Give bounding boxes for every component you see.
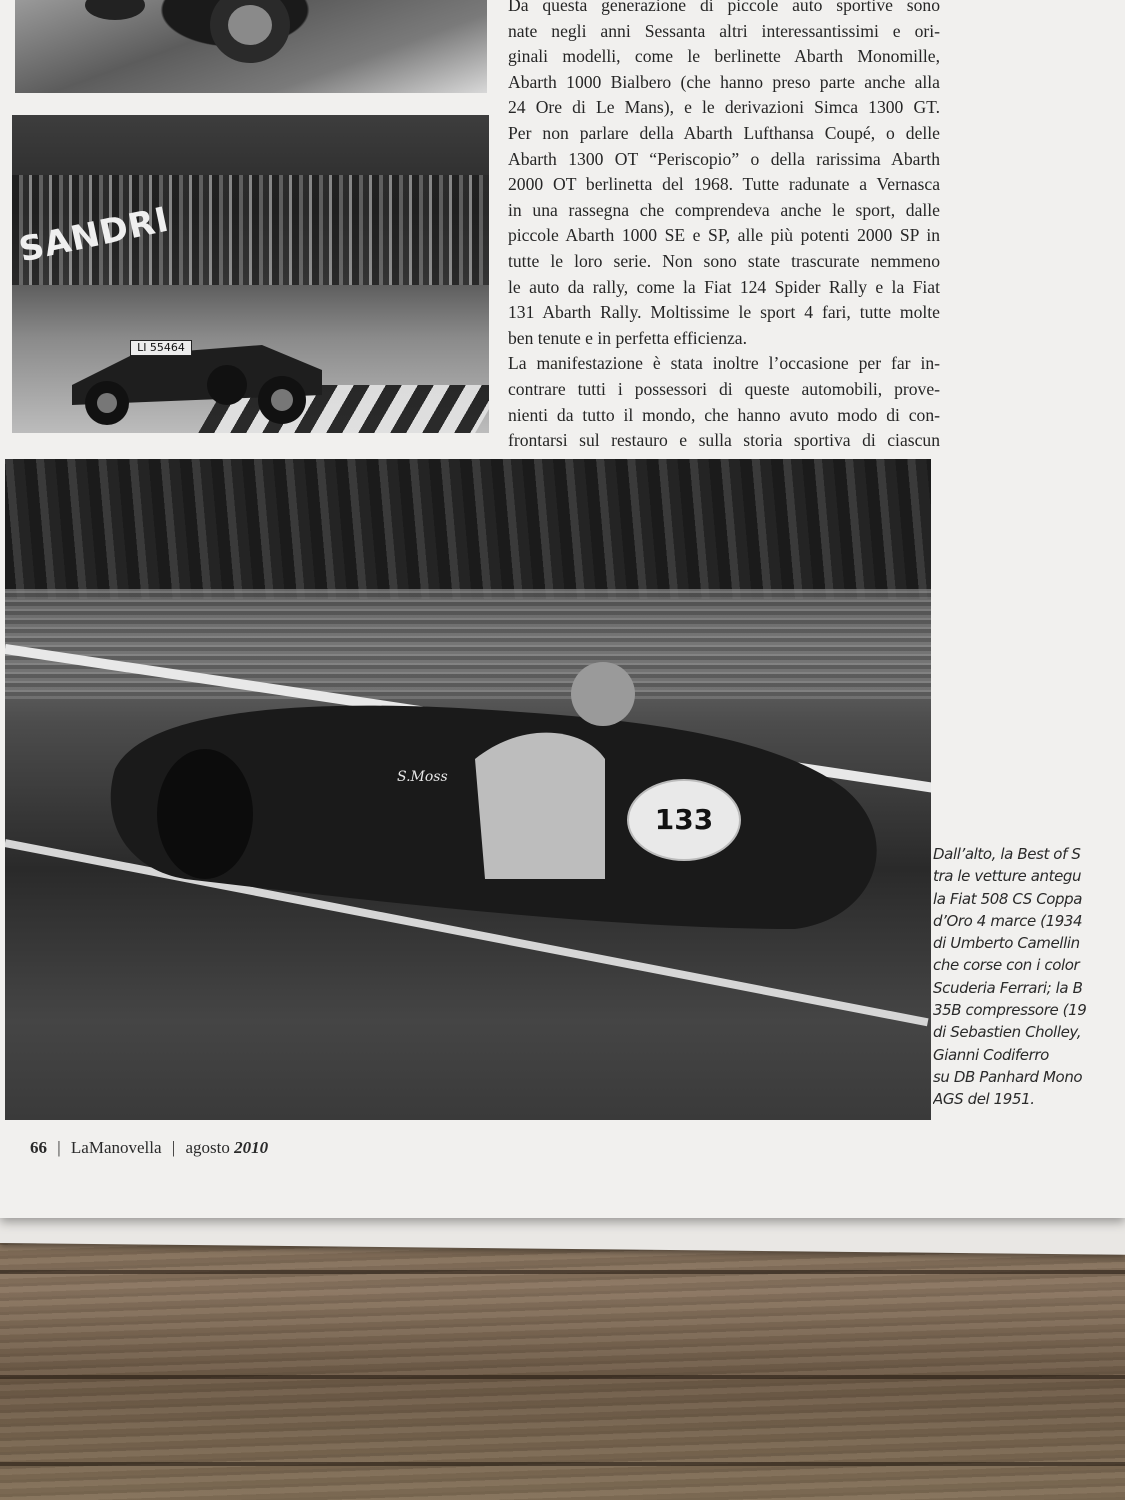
caption-line: Gianni Codiferro [933,1045,1049,1064]
race-car-shape [5,459,931,1120]
text-line: Abarth 1300 OT “Periscopio” o della rarissima Abarth [508,148,940,169]
car-script-signature: S.Moss [397,769,448,785]
text-line: le auto da rally, come la Fiat 124 Spider Rally e la Fiat [508,276,940,297]
plank-seam [0,1375,1125,1379]
text-line: frontarsi sul restauro e sulla storia sportiva di ciascun [508,430,940,451]
text-line: Per non parlare della Abarth Lufthansa Coupé, o delle [508,122,940,143]
page-number: 66 [30,1138,47,1157]
caption-line: d’Oro 4 marce (1934 [933,911,1083,930]
text-line: in una rassegna che comprendeva anche le sport, dalle [508,199,940,220]
text-line: 24 Ore di Le Mans), e le derivazioni Simca 1300 GT. [508,97,940,118]
text-line: nate negli anni Sessanta altri interessantissimi e ori- [508,20,940,41]
caption-line: di Umberto Camellin [933,934,1080,953]
issue-month: agosto [185,1138,230,1157]
plank-seam [0,1462,1125,1466]
footer-separator: | [171,1138,176,1157]
vintage-car-shape [52,315,342,425]
text-line: piccole Abarth 1000 SE e SP, alle più potenti 2000 SP in [508,225,940,246]
banner-text: SANDRI [15,199,173,271]
text-line: ginali modelli, come le berlinette Abarth Monomille, [508,46,940,67]
caption-line: la Fiat 508 CS Coppa [933,889,1083,908]
caption-line: Dall’alto, la Best of S [933,845,1081,863]
photo-vintage-race-start [12,115,489,433]
issue-year: 2010 [234,1138,269,1157]
caption-line: 35B compressore (19 [933,1001,1087,1020]
caption-line: tra le vetture antegu [933,867,1082,886]
photo-race-car-133 [5,459,931,1120]
caption-line: di Sebastien Cholley, [933,1023,1082,1042]
text-line: Abarth 1000 Bialbero (che hanno preso parte anche alla [508,71,940,92]
plank-seam [0,1270,1125,1274]
caption-line: AGS del 1951. [933,1090,1035,1109]
photo-top-car [15,0,487,93]
photo-caption [933,843,1125,1111]
page-footer [30,1138,268,1158]
text-line: La manifestazione è stata inoltre l’occasione per far in- [508,353,940,374]
magazine-name: LaManovella [70,1138,162,1157]
text-line: tutte le loro serie. Non sono state trascurate nemmeno [508,250,940,271]
car-wheel-shape [15,0,487,93]
caption-line: che corse con i color [933,956,1080,975]
caption-line: su DB Panhard Mono [933,1067,1083,1086]
caption-line: Scuderia Ferrari; la B [933,978,1083,997]
text-line: ben tenute e in perfetta efficienza. [508,327,748,348]
text-line: nienti da tutto il mondo, che hanno avuto modo di con- [508,404,940,425]
license-plate: LI 55464 [130,340,192,356]
text-line: 2000 OT berlinetta del 1968. Tutte radunate a Vernasca [508,174,940,195]
footer-separator: | [57,1138,61,1157]
race-number-badge: 133 [627,779,741,861]
text-line: 131 Abarth Rally. Moltissime le sport 4 fari, tutte molte [508,302,940,323]
text-line: contrare tutti i possessori di queste automobili, prove- [508,378,940,399]
article-body-text [508,0,940,454]
text-line: Da questa generazione di piccole auto sportive sono [508,0,940,15]
